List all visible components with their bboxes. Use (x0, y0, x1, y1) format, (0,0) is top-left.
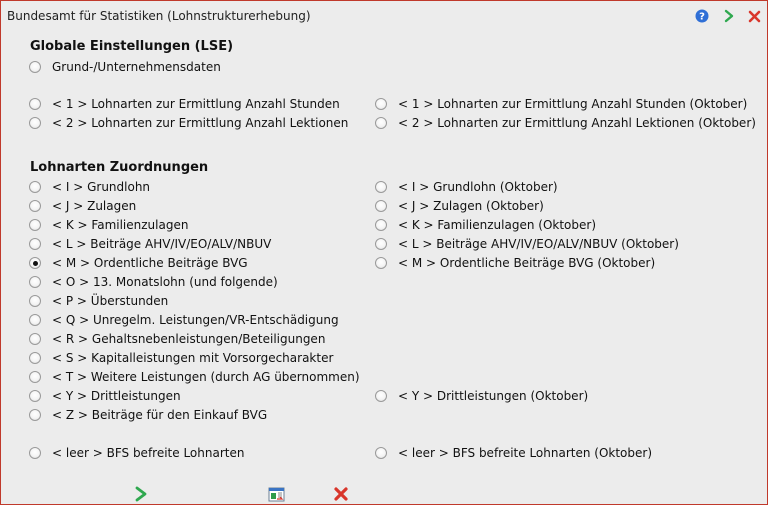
radio-button[interactable] (375, 238, 387, 250)
radio-opt2-oktober[interactable] (375, 115, 756, 131)
radio-button[interactable] (29, 409, 41, 421)
radio-button[interactable] (29, 61, 41, 73)
radio-label: < T > Weitere Leistungen (durch AG übernommen) (52, 370, 360, 384)
radio-label: < Z > Beiträge für den Einkauf BVG (52, 408, 268, 422)
radio-s[interactable] (29, 350, 333, 366)
radio-button[interactable] (29, 117, 41, 129)
svg-text:?: ? (699, 11, 705, 23)
radio-button[interactable] (29, 98, 41, 110)
radio-label: < K > Familienzulagen (Oktober) (398, 218, 597, 232)
next-arrow-icon[interactable] (722, 9, 736, 23)
radio-button-selected[interactable] (29, 257, 41, 269)
radio-m[interactable] (29, 255, 248, 271)
radio-label: < 2 > Lohnarten zur Ermittlung Anzahl Lektionen (Oktober) (398, 116, 756, 130)
help-icon[interactable] (695, 9, 709, 23)
radio-button[interactable] (375, 447, 387, 459)
radio-j-oktober[interactable] (375, 198, 544, 214)
radio-k-oktober[interactable] (375, 217, 596, 233)
radio-y-oktober[interactable] (375, 388, 588, 404)
export-icon (268, 487, 285, 502)
radio-button[interactable] (29, 333, 41, 345)
radio-button[interactable] (29, 390, 41, 402)
radio-label: < leer > BFS befreite Lohnarten (52, 446, 245, 460)
radio-button[interactable] (29, 276, 41, 288)
radio-leer[interactable] (29, 445, 244, 461)
radio-label: < R > Gehaltsnebenleistungen/Beteiligungen (52, 332, 326, 346)
green-arrow-icon (134, 486, 148, 502)
radio-z[interactable] (29, 407, 267, 423)
radio-i-oktober[interactable] (375, 179, 558, 195)
radio-label: < O > 13. Monatslohn (und folgende) (52, 275, 278, 289)
radio-button[interactable] (29, 295, 41, 307)
radio-label: < S > Kapitalleistungen mit Vorsorgecharakter (52, 351, 334, 365)
radio-leer-oktober[interactable] (375, 445, 652, 461)
radio-label: < leer > BFS befreite Lohnarten (Oktober) (398, 446, 653, 460)
cancel-button[interactable] (332, 485, 350, 503)
radio-button[interactable] (375, 257, 387, 269)
radio-button[interactable] (375, 98, 387, 110)
selected-dot (33, 261, 38, 266)
radio-l[interactable] (29, 236, 271, 252)
radio-button[interactable] (375, 181, 387, 193)
radio-label: < Q > Unregelm. Leistungen/VR-Entschädigung (52, 313, 339, 327)
dialog-content (1, 31, 767, 504)
radio-button[interactable] (375, 117, 387, 129)
radio-label: < L > Beiträge AHV/IV/EO/ALV/NBUV (Oktober) (398, 237, 679, 251)
radio-label: < 1 > Lohnarten zur Ermittlung Anzahl Stunden (52, 97, 340, 111)
radio-grund[interactable] (29, 59, 221, 75)
radio-label: < M > Ordentliche Beiträge BVG (52, 256, 248, 270)
radio-label: < 2 > Lohnarten zur Ermittlung Anzahl Lektionen (52, 116, 349, 130)
section-title-assign: Lohnarten Zuordnungen (30, 160, 209, 175)
radio-button[interactable] (29, 314, 41, 326)
radio-label: < P > Überstunden (52, 294, 169, 308)
radio-button[interactable] (375, 219, 387, 231)
ok-button[interactable] (132, 485, 150, 503)
window-title: Bundesamt für Statistiken (Lohnstrukturerhebung) (7, 9, 311, 23)
radio-button[interactable] (375, 200, 387, 212)
radio-label: < J > Zulagen (52, 199, 137, 213)
radio-k[interactable] (29, 217, 188, 233)
radio-button[interactable] (29, 200, 41, 212)
radio-label: < I > Grundlohn (52, 180, 151, 194)
radio-button[interactable] (375, 390, 387, 402)
radio-button[interactable] (29, 352, 41, 364)
title-bar (1, 1, 767, 31)
radio-t[interactable] (29, 369, 360, 385)
radio-button[interactable] (29, 238, 41, 250)
radio-button[interactable] (29, 181, 41, 193)
radio-j[interactable] (29, 198, 136, 214)
radio-r[interactable] (29, 331, 325, 347)
radio-label: < L > Beiträge AHV/IV/EO/ALV/NBUV (52, 237, 272, 251)
radio-label: < M > Ordentliche Beiträge BVG (Oktober) (398, 256, 656, 270)
export-button[interactable] (267, 485, 285, 503)
radio-l-oktober[interactable] (375, 236, 679, 252)
radio-label: < Y > Drittleistungen (52, 389, 181, 403)
radio-button[interactable] (29, 371, 41, 383)
radio-p[interactable] (29, 293, 168, 309)
radio-label: Grund-/Unternehmensdaten (52, 60, 221, 74)
radio-button[interactable] (29, 447, 41, 459)
radio-label: < Y > Drittleistungen (Oktober) (398, 389, 589, 403)
radio-opt1[interactable] (29, 96, 340, 112)
radio-m-oktober[interactable] (375, 255, 655, 271)
radio-button[interactable] (29, 219, 41, 231)
radio-label: < J > Zulagen (Oktober) (398, 199, 544, 213)
radio-opt2[interactable] (29, 115, 348, 131)
section-title-global: Globale Einstellungen (LSE) (30, 39, 234, 54)
close-icon[interactable] (747, 9, 761, 23)
radio-label: < 1 > Lohnarten zur Ermittlung Anzahl Stunden (Oktober) (398, 97, 748, 111)
radio-q[interactable] (29, 312, 339, 328)
radio-label: < K > Familienzulagen (52, 218, 189, 232)
radio-opt1-oktober[interactable] (375, 96, 747, 112)
radio-y[interactable] (29, 388, 181, 404)
red-x-icon (333, 486, 349, 502)
radio-label: < I > Grundlohn (Oktober) (398, 180, 558, 194)
radio-o[interactable] (29, 274, 278, 290)
radio-i[interactable] (29, 179, 150, 195)
